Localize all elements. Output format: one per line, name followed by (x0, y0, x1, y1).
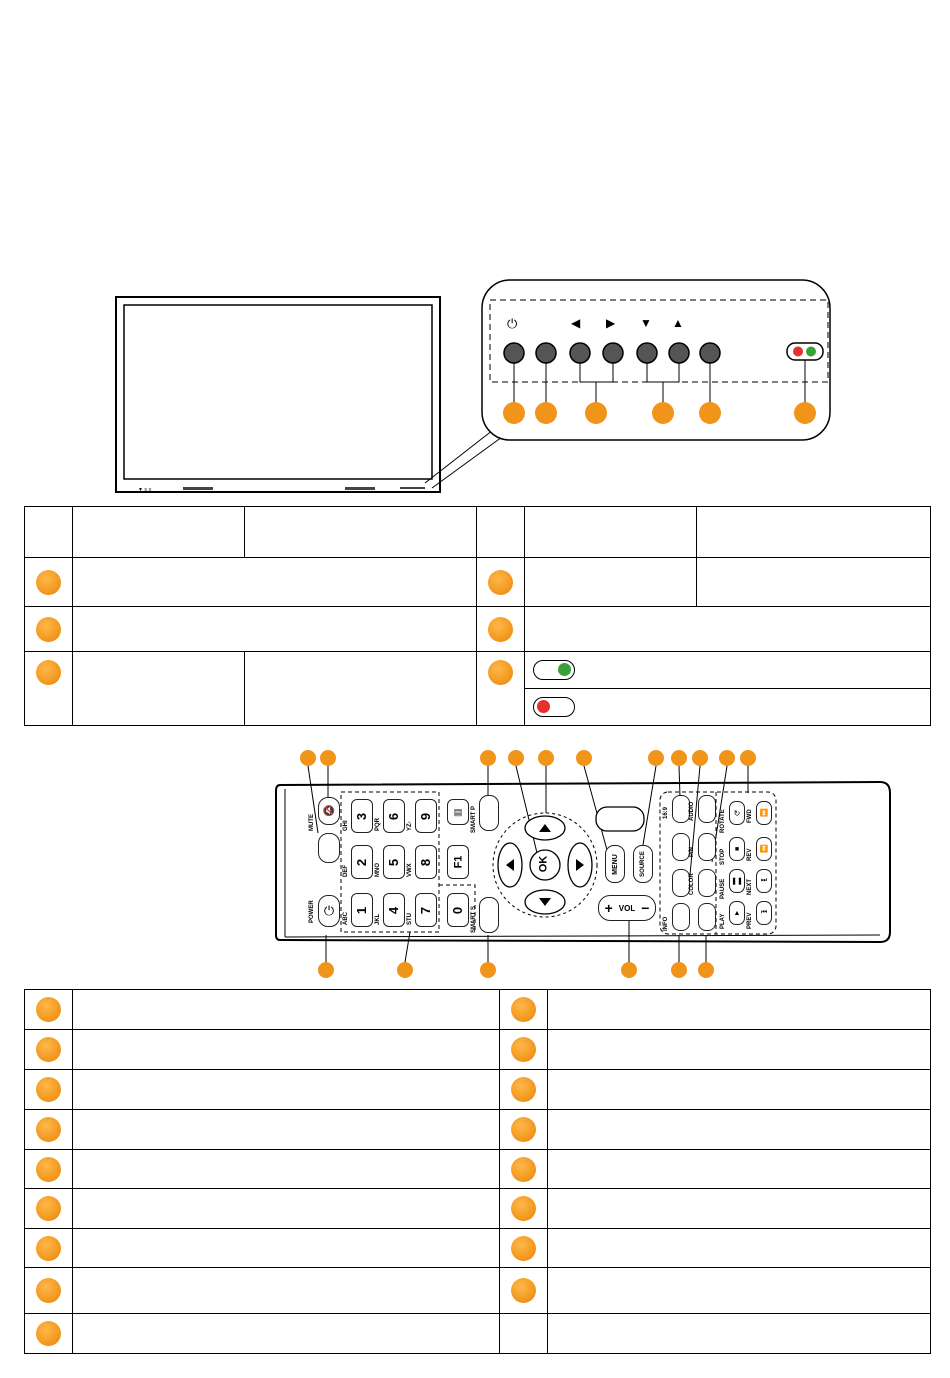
table-row (25, 652, 931, 689)
stop-icon: ■ (734, 845, 740, 853)
callout-dot (480, 962, 496, 978)
table-row (25, 558, 931, 607)
play-label: PLAY (720, 913, 726, 929)
key-sub-label: YZ- (407, 821, 413, 831)
callout-dot (488, 617, 513, 642)
callout-dot (320, 750, 336, 766)
callout-dot (36, 1196, 61, 1221)
fwd-icon: ⏫ (759, 810, 769, 817)
next-label: NEXT (747, 878, 753, 895)
list-icon: ▤ (453, 806, 463, 817)
callout-dot (503, 402, 525, 424)
panel-button-2 (536, 343, 556, 363)
audio-button[interactable] (698, 795, 716, 823)
volume-rocker[interactable]: + VOL − (598, 895, 656, 921)
callout-dot (535, 402, 557, 424)
callout-dot (300, 750, 316, 766)
table-row (25, 1229, 931, 1268)
table-row (25, 607, 931, 652)
callout-dot (699, 402, 721, 424)
play-button[interactable] (729, 901, 745, 925)
key-2-button[interactable]: 2 (351, 845, 373, 879)
callout-dot (488, 660, 513, 685)
mute-label: MUTE (309, 814, 315, 831)
remote-function-table (24, 989, 931, 1354)
smart-s-label: SMART S (471, 906, 477, 933)
power-label: POWER (309, 900, 315, 923)
callout-dot (511, 1236, 536, 1261)
panel-up-button (669, 343, 689, 363)
callout-dot (538, 750, 554, 766)
key-sub-label: VWX (407, 863, 413, 877)
key-sub-label: DEF (343, 865, 349, 877)
rotate-label: ROTATE (720, 809, 726, 833)
led-red-indicator (533, 697, 575, 717)
key-sub-label: GHI (343, 820, 349, 831)
table-row (25, 1150, 931, 1189)
rotate-button[interactable] (729, 801, 745, 825)
callout-dot (671, 750, 687, 766)
tv-screen (124, 305, 432, 479)
callout-dot (585, 402, 607, 424)
pn-label: P/N (689, 846, 695, 857)
callout-dot (511, 1077, 536, 1102)
mute-icon: 🔇 (322, 805, 336, 817)
key-3-button[interactable]: 3 (351, 799, 373, 833)
callout-dot (36, 660, 61, 685)
smart-p-label: SMART P (471, 806, 477, 833)
callout-dot (508, 750, 524, 766)
table-header-row (25, 507, 931, 558)
info-label: INFO (663, 916, 669, 931)
callout-dot (511, 1037, 536, 1062)
key-1-button[interactable]: 1 (351, 893, 373, 927)
smart-p-button[interactable] (479, 795, 499, 831)
callout-dot (36, 1037, 61, 1062)
remote-diagram (0, 745, 950, 985)
audio-label: AUDIO (689, 801, 695, 821)
key-sub-label: PQR (375, 817, 381, 831)
blank-right-button[interactable] (698, 903, 716, 931)
pause-label: PAUSE (720, 878, 726, 899)
callout-dot (692, 750, 708, 766)
key-sub-label: JKL (375, 913, 381, 925)
callout-dot (648, 750, 664, 766)
info-button[interactable] (672, 903, 690, 931)
panel-right-button (603, 343, 623, 363)
callout-dot (698, 962, 714, 978)
callout-dot (794, 402, 816, 424)
key-sub-label: MNO (375, 863, 381, 877)
led-green-indicator (533, 660, 575, 680)
callout-dot (36, 1077, 61, 1102)
callout-dot (36, 1236, 61, 1261)
table-row (25, 1070, 931, 1110)
svg-text:▼ ≡ ≡: ▼ ≡ ≡ (138, 487, 152, 493)
rev-icon: ⏬ (759, 846, 769, 853)
pause-icon: ❚❚ (731, 878, 743, 885)
callout-dot (576, 750, 592, 766)
key-sub-label: STU (407, 913, 413, 925)
key-0-button[interactable]: 0 (447, 893, 469, 927)
down-arrow-icon: ▼ (640, 316, 652, 330)
key-6-button[interactable]: 6 (383, 799, 405, 833)
callout-dot (719, 750, 735, 766)
callout-dot (480, 750, 496, 766)
f1-button[interactable]: F1 (447, 845, 469, 879)
fwd-label: FWD (747, 809, 753, 823)
ratio-button[interactable] (672, 795, 690, 823)
panel-left-button (570, 343, 590, 363)
table-row (25, 990, 931, 1030)
callout-dot (740, 750, 756, 766)
prev-label: PREV (747, 912, 753, 929)
table-row (25, 1110, 931, 1150)
callout-dot (488, 570, 513, 595)
rev-label: REV (747, 848, 753, 861)
next-button[interactable] (756, 869, 772, 893)
panel-power-button (504, 343, 524, 363)
power-icon: ⏻ (323, 903, 335, 918)
callout-dot (511, 997, 536, 1022)
menu-button[interactable]: MENU (605, 845, 625, 883)
panel-function-table (24, 506, 931, 726)
table-row (25, 1030, 931, 1070)
key-sub-label: ABC (343, 912, 349, 925)
ok-label: OK (537, 855, 550, 873)
ratio-label: 16:9 (663, 806, 669, 819)
callout-dot (652, 402, 674, 424)
repeat-button[interactable] (672, 833, 690, 861)
smart-s-button[interactable] (479, 897, 499, 933)
callout-dot (36, 1321, 61, 1346)
rev-button[interactable] (756, 837, 772, 861)
prev-button[interactable] (756, 901, 772, 925)
power-glyph-icon: ⏻ (507, 316, 518, 331)
rotate-icon: ↻ (733, 808, 741, 818)
table-row (25, 1189, 931, 1229)
right-arrow-icon: ▶ (606, 316, 616, 330)
table-row (25, 1314, 931, 1354)
tv-diagram (0, 270, 950, 500)
next-icon: ⏭ (760, 877, 768, 884)
panel-led (787, 343, 823, 360)
stop-label: STOP (720, 848, 726, 865)
callout-dot (511, 1117, 536, 1142)
sleep-button[interactable] (672, 869, 690, 897)
callout-dot (36, 997, 61, 1022)
pn-button[interactable] (698, 833, 716, 861)
power-button[interactable] (318, 895, 340, 927)
callout-dot (511, 1157, 536, 1182)
color-label: COLOR (689, 873, 695, 895)
callout-dot (621, 962, 637, 978)
source-button[interactable]: SOURCE (633, 845, 653, 883)
up-arrow-icon: ▲ (672, 316, 684, 330)
callout-dot (318, 962, 334, 978)
callout-dot (36, 1157, 61, 1182)
key-5-button[interactable]: 5 (383, 845, 405, 879)
key-4-button[interactable]: 4 (383, 893, 405, 927)
callout-dot (36, 1117, 61, 1142)
fwd-button[interactable] (756, 801, 772, 825)
callout-dot (36, 1278, 61, 1303)
key-7-button[interactable]: 7 (415, 893, 437, 927)
color-button[interactable] (698, 869, 716, 897)
callout-dot (511, 1196, 536, 1221)
prev-icon: ⏮ (760, 909, 768, 916)
panel-button-7 (700, 343, 720, 363)
callout-dot (671, 962, 687, 978)
stop-button[interactable] (729, 837, 745, 861)
callout-dot (511, 1278, 536, 1303)
callout-dot (397, 962, 413, 978)
list-button[interactable] (447, 799, 469, 825)
key-8-button[interactable]: 8 (415, 845, 437, 879)
mute-button[interactable] (318, 797, 340, 825)
pause-button[interactable] (729, 869, 745, 893)
callout-dot (36, 617, 61, 642)
key-9-button[interactable]: 9 (415, 799, 437, 833)
panel-down-button (637, 343, 657, 363)
left-arrow-icon: ◀ (571, 316, 581, 330)
callout-dot (36, 570, 61, 595)
play-icon: ▲ (733, 909, 741, 917)
table-row (25, 1268, 931, 1314)
blank-left-button[interactable] (318, 833, 340, 863)
